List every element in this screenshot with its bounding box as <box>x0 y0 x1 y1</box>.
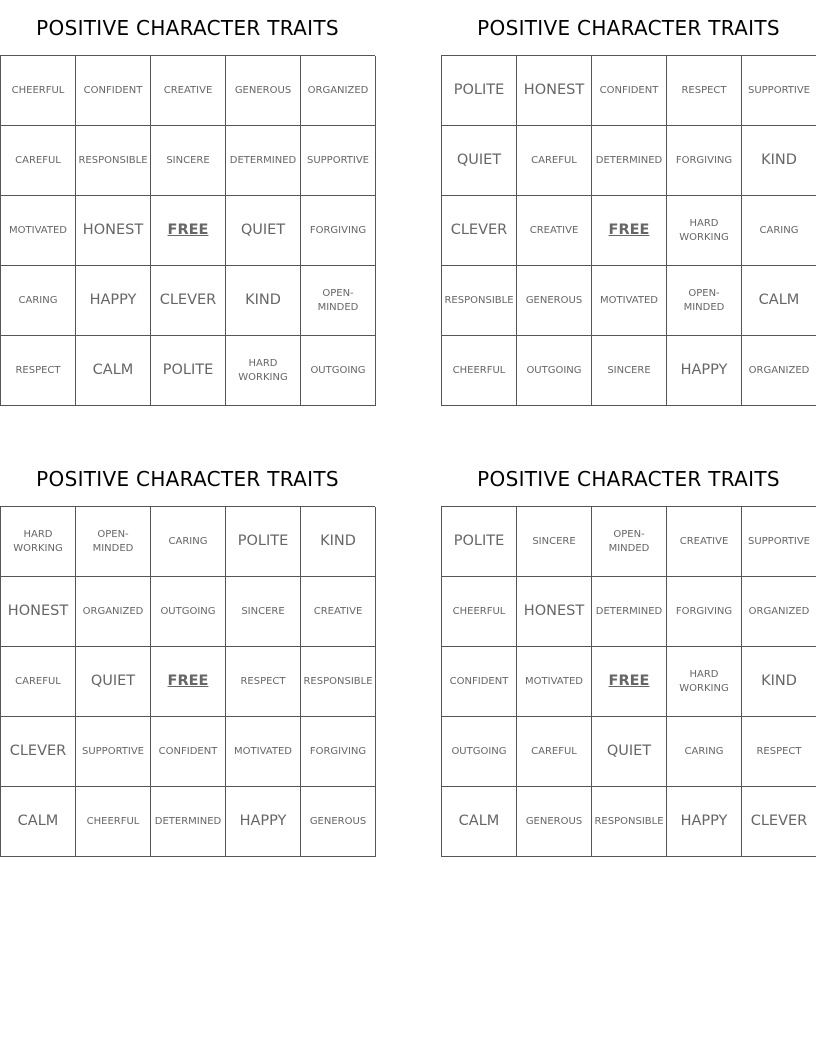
cell-label: FORGIVING <box>675 605 733 617</box>
bingo-cell <box>667 647 742 717</box>
bingo-cell <box>1 336 76 406</box>
bingo-cell <box>442 647 517 717</box>
bingo-grid <box>441 55 816 406</box>
cell-label: CALM <box>758 291 800 308</box>
cell-label: SINCERE <box>607 364 651 376</box>
cell-label: MOTIVATED <box>525 675 583 687</box>
bingo-cell <box>742 717 816 787</box>
bingo-cell <box>442 577 517 647</box>
bingo-cell <box>667 266 742 336</box>
bingo-cell <box>592 787 667 857</box>
card-title: POSITIVE CHARACTER TRAITS <box>477 467 780 491</box>
bingo-cell <box>742 647 816 717</box>
cell-label: POLITE <box>453 532 505 549</box>
cell-label: CAREFUL <box>531 745 577 757</box>
card-title: POSITIVE CHARACTER TRAITS <box>36 16 339 40</box>
bingo-cell <box>517 717 592 787</box>
cell-label: RESPECT <box>240 675 286 687</box>
cell-label: HONEST <box>7 602 69 619</box>
bingo-cell <box>1 647 76 717</box>
cell-label: ORGANIZED <box>748 605 810 617</box>
cell-label: OUTGOING <box>451 745 507 757</box>
bingo-cell <box>301 577 376 647</box>
bingo-cell <box>517 507 592 577</box>
bingo-cell <box>667 787 742 857</box>
bingo-cell <box>226 196 301 266</box>
cell-label: SINCERE <box>241 605 285 617</box>
cell-label: CAREFUL <box>15 675 61 687</box>
bingo-cell <box>667 577 742 647</box>
bingo-cell <box>592 507 667 577</box>
cell-label: CREATIVE <box>679 535 729 547</box>
cell-label: CHEERFUL <box>11 84 65 96</box>
cell-label: CHEERFUL <box>452 364 506 376</box>
cell-label: CARING <box>18 294 58 306</box>
bingo-cell <box>1 196 76 266</box>
cell-label: CAREFUL <box>531 154 577 166</box>
cell-label: CONFIDENT <box>449 675 509 687</box>
bingo-cell <box>301 787 376 857</box>
bingo-cell <box>151 126 226 196</box>
cell-label: CARING <box>684 745 724 757</box>
cell-label: FORGIVING <box>309 224 367 236</box>
cell-label: GENEROUS <box>234 84 292 96</box>
bingo-cell <box>1 717 76 787</box>
bingo-cell <box>442 56 517 126</box>
bingo-grid <box>0 506 375 857</box>
cell-label: KIND <box>761 672 797 689</box>
bingo-cell <box>226 56 301 126</box>
cell-label: MOTIVATED <box>9 224 67 236</box>
bingo-cell <box>517 126 592 196</box>
bingo-cell <box>442 266 517 336</box>
cell-label: POLITE <box>162 361 214 378</box>
bingo-cell <box>226 266 301 336</box>
bingo-cell <box>667 336 742 406</box>
bingo-cell <box>76 196 151 266</box>
bingo-cell <box>442 196 517 266</box>
cell-label: QUIET <box>240 221 286 238</box>
cell-label: FREE <box>608 672 650 689</box>
bingo-cell <box>592 266 667 336</box>
cell-label: OUTGOING <box>310 364 366 376</box>
cell-label: CREATIVE <box>313 605 363 617</box>
cell-label: SINCERE <box>532 535 576 547</box>
cell-label: QUIET <box>606 742 652 759</box>
bingo-cell <box>742 577 816 647</box>
bingo-cell <box>1 507 76 577</box>
free-space <box>151 647 226 717</box>
bingo-cell <box>742 787 816 857</box>
bingo-cell <box>592 336 667 406</box>
cell-label: FREE <box>167 221 209 238</box>
cell-label: SINCERE <box>166 154 210 166</box>
bingo-cell <box>76 647 151 717</box>
bingo-cell <box>517 336 592 406</box>
bingo-cell <box>226 577 301 647</box>
bingo-cell <box>667 507 742 577</box>
bingo-cell <box>226 336 301 406</box>
cell-label: RESPONSIBLE <box>303 675 373 687</box>
bingo-cell <box>301 717 376 787</box>
bingo-cell <box>442 787 517 857</box>
bingo-cell <box>592 577 667 647</box>
cell-label: SUPPORTIVE <box>306 154 370 166</box>
bingo-cell <box>301 196 376 266</box>
bingo-cell <box>1 577 76 647</box>
cell-label: CLEVER <box>9 742 67 759</box>
bingo-grid <box>441 506 816 857</box>
bingo-cell <box>226 787 301 857</box>
bingo-cell <box>517 266 592 336</box>
cell-label: CALM <box>17 812 59 829</box>
cell-label: SUPPORTIVE <box>747 535 811 547</box>
bingo-cell <box>301 647 376 717</box>
cell-label: POLITE <box>237 532 289 549</box>
bingo-cell <box>667 126 742 196</box>
cell-label: OPEN-MINDED <box>92 529 134 554</box>
bingo-cell <box>517 647 592 717</box>
cell-label: GENEROUS <box>525 294 583 306</box>
cell-label: DETERMINED <box>595 154 663 166</box>
cell-label: MOTIVATED <box>234 745 292 757</box>
cell-label: RESPONSIBLE <box>78 154 148 166</box>
bingo-cell <box>301 266 376 336</box>
bingo-cell <box>151 507 226 577</box>
cell-label: OUTGOING <box>526 364 582 376</box>
cell-label: KIND <box>761 151 797 168</box>
bingo-cell <box>226 126 301 196</box>
bingo-cell <box>742 507 816 577</box>
bingo-cell <box>667 196 742 266</box>
cell-label: OPEN-MINDED <box>683 288 725 313</box>
bingo-cell <box>151 717 226 787</box>
bingo-cell <box>1 56 76 126</box>
bingo-cell <box>517 196 592 266</box>
bingo-cell <box>592 717 667 787</box>
cell-label: CONFIDENT <box>158 745 218 757</box>
bingo-cell <box>742 266 816 336</box>
card-title: POSITIVE CHARACTER TRAITS <box>477 16 780 40</box>
bingo-card-2 <box>441 0 816 406</box>
cell-label: CAREFUL <box>15 154 61 166</box>
cell-label: KIND <box>245 291 281 308</box>
cell-label: HARD WORKING <box>679 669 729 694</box>
free-space <box>151 196 226 266</box>
cell-label: HARD WORKING <box>238 358 288 383</box>
cell-label: RESPECT <box>681 84 727 96</box>
bingo-cell <box>301 507 376 577</box>
cell-label: HARD WORKING <box>679 218 729 243</box>
cell-label: HAPPY <box>680 361 728 378</box>
cell-label: HONEST <box>82 221 144 238</box>
bingo-cell <box>517 787 592 857</box>
cell-label: RESPECT <box>756 745 802 757</box>
cell-label: QUIET <box>456 151 502 168</box>
bingo-cell <box>151 56 226 126</box>
bingo-cell <box>667 56 742 126</box>
bingo-cell <box>151 577 226 647</box>
bingo-cell <box>76 126 151 196</box>
bingo-cell <box>301 336 376 406</box>
cell-label: FORGIVING <box>309 745 367 757</box>
cell-label: CREATIVE <box>163 84 213 96</box>
bingo-card-4 <box>441 451 816 857</box>
bingo-cell <box>76 577 151 647</box>
bingo-cell <box>517 577 592 647</box>
cell-label: HONEST <box>523 81 585 98</box>
bingo-cell <box>76 787 151 857</box>
cell-label: HAPPY <box>239 812 287 829</box>
bingo-cell <box>301 126 376 196</box>
bingo-cell <box>592 126 667 196</box>
cell-label: HARD WORKING <box>13 529 63 554</box>
cell-label: OPEN-MINDED <box>317 288 359 313</box>
cell-label: CLEVER <box>450 221 508 238</box>
free-space <box>592 647 667 717</box>
bingo-cell <box>151 266 226 336</box>
cell-label: CLEVER <box>159 291 217 308</box>
cell-label: DETERMINED <box>595 605 663 617</box>
cell-label: CHEERFUL <box>86 815 140 827</box>
bingo-cell <box>301 56 376 126</box>
cell-label: MOTIVATED <box>600 294 658 306</box>
cell-label: CALM <box>458 812 500 829</box>
bingo-cell <box>76 56 151 126</box>
bingo-cell <box>76 717 151 787</box>
bingo-cell <box>1 787 76 857</box>
cell-label: RESPECT <box>15 364 61 376</box>
cell-label: HAPPY <box>89 291 137 308</box>
cell-label: CONFIDENT <box>83 84 143 96</box>
bingo-cell <box>742 336 816 406</box>
cell-label: ORGANIZED <box>82 605 144 617</box>
cell-label: CALM <box>92 361 134 378</box>
bingo-cell <box>442 717 517 787</box>
bingo-cell <box>226 647 301 717</box>
cell-label: RESPONSIBLE <box>444 294 514 306</box>
bingo-cell <box>76 266 151 336</box>
bingo-cell <box>151 787 226 857</box>
bingo-cell <box>742 56 816 126</box>
cell-label: RESPONSIBLE <box>594 815 664 827</box>
cell-label: FREE <box>608 221 650 238</box>
bingo-cell <box>1 126 76 196</box>
cell-label: OUTGOING <box>160 605 216 617</box>
cell-label: SUPPORTIVE <box>747 84 811 96</box>
bingo-cell <box>742 196 816 266</box>
bingo-cell <box>76 507 151 577</box>
bingo-cell <box>151 336 226 406</box>
cell-label: CHEERFUL <box>452 605 506 617</box>
cell-label: CARING <box>759 224 799 236</box>
bingo-cell <box>442 336 517 406</box>
cell-label: SUPPORTIVE <box>81 745 145 757</box>
free-space <box>592 196 667 266</box>
cell-label: HONEST <box>523 602 585 619</box>
card-title: POSITIVE CHARACTER TRAITS <box>36 467 339 491</box>
cell-label: CREATIVE <box>529 224 579 236</box>
bingo-cell <box>442 507 517 577</box>
bingo-cell <box>592 56 667 126</box>
bingo-card-1 <box>0 0 375 406</box>
bingo-grid <box>0 55 375 406</box>
cell-label: GENEROUS <box>525 815 583 827</box>
bingo-cell <box>442 126 517 196</box>
cell-label: KIND <box>320 532 356 549</box>
cell-label: FREE <box>167 672 209 689</box>
cell-label: ORGANIZED <box>748 364 810 376</box>
cell-label: GENEROUS <box>309 815 367 827</box>
cell-label: CLEVER <box>750 812 808 829</box>
cell-label: DETERMINED <box>229 154 297 166</box>
cell-label: CONFIDENT <box>599 84 659 96</box>
bingo-cell <box>667 717 742 787</box>
cell-label: HAPPY <box>680 812 728 829</box>
bingo-cell <box>226 717 301 787</box>
bingo-cell <box>742 126 816 196</box>
cell-label: FORGIVING <box>675 154 733 166</box>
bingo-cell <box>517 56 592 126</box>
bingo-cell <box>1 266 76 336</box>
bingo-card-3 <box>0 451 375 857</box>
cell-label: DETERMINED <box>154 815 222 827</box>
cell-label: OPEN-MINDED <box>608 529 650 554</box>
cell-label: POLITE <box>453 81 505 98</box>
cell-label: QUIET <box>90 672 136 689</box>
cell-label: ORGANIZED <box>307 84 369 96</box>
bingo-cell <box>226 507 301 577</box>
cell-label: CARING <box>168 535 208 547</box>
bingo-cell <box>76 336 151 406</box>
